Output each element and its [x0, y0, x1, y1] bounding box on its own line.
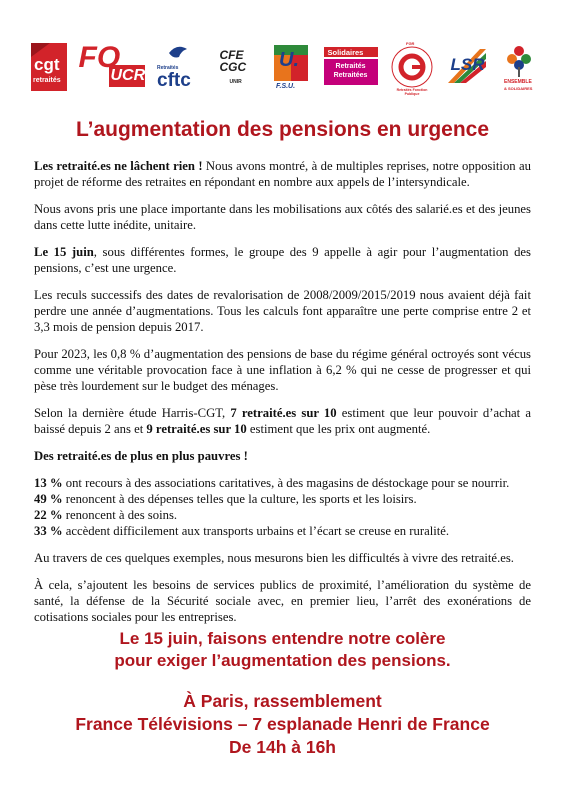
- list-item: [34, 508, 177, 522]
- paragraph-1-text: Nous avons montré, à de multiples reprises, notre opposition au projet de réforme des retraites en répondant en nombre aux appels de l’intersyndicale.: [34, 159, 531, 189]
- lsr-logo: [446, 39, 488, 95]
- fsu-logo: [270, 39, 312, 95]
- cgt-logo-sub: retraités: [33, 77, 61, 84]
- event-line-3: De 14h à 16h: [229, 737, 336, 757]
- list-item: [34, 492, 417, 506]
- stat-text: accèdent difficilement aux transports urbains et l’écart se creuse en ruralité.: [62, 524, 450, 538]
- fo-logo-sub: UCR: [110, 67, 146, 84]
- fgr-fp-logo: [389, 39, 435, 95]
- ensemble-solidaires-logo: [498, 39, 540, 95]
- ensemble-logo-main: ENSEMBLE: [504, 79, 532, 85]
- paragraph-2: Nous avons pris une place importante dans les mobilisations aux côtés des salarié.es et des jeunes dans cette lutte inédite, unitaire.: [34, 202, 531, 232]
- slogan-line-1: Le 15 juin, faisons entendre notre colère: [119, 629, 446, 648]
- paragraph-9: À cela, s’ajoutent les besoins de services publics de proximité, l’amélioration du système de santé, la défense de la Sécurité sociale avec, en premier lieu, l’arrêt des exonérations de cotisations sociales pour les entreprises.: [34, 578, 531, 624]
- fo-logo-main: FO: [78, 41, 121, 74]
- page-title: L’augmentation des pensions en urgence: [75, 118, 490, 141]
- solidaires-logo-sub: Retraités Retraitées: [333, 63, 368, 79]
- paragraph-5: Pour 2023, les 0,8 % d’augmentation des pensions de base du régime général octroyés sont vécus comme une véritable provocation face à une inflation à 6,2 % qui ne cesse de progresser et qui pèse très lourdement sur le budget des ménages.: [34, 347, 531, 393]
- paragraph-4: Les reculs successifs des dates de revalorisation de 2008/2009/2015/2019 nous avaient déjà fait perdre une année d’augmentations. Tous les calculs font apparaître une perte comprise entre 2 et 3,3 mois de pension depuis 2017.: [34, 288, 531, 334]
- paragraph-7: [34, 448, 531, 464]
- fgr-fp-logo-sub: Retraités Fonction Publique: [396, 88, 428, 96]
- paragraph-6-c: estiment que leur pouvoir d’achat a baissé depuis 2 ans et: [34, 406, 531, 436]
- fgr-fp-logo-shape: [389, 39, 435, 95]
- fgr-fp-logo-main: FGR: [406, 41, 415, 46]
- stat-percent: 13 %: [34, 476, 63, 490]
- solidaires-logo: [323, 39, 379, 95]
- cgt-logo-main: cgt: [34, 55, 60, 74]
- section-heading: Des retraité.es de plus en plus pauvres !: [34, 449, 248, 463]
- paragraph-3-text: , sous différentes formes, le groupe des 9 appelle à agir pour l’augmentation des pensions, c’est une urgence.: [34, 245, 531, 275]
- paragraph-6-d: 9 retraité.es sur 10: [146, 422, 247, 436]
- lsr-logo-main: LSR: [450, 55, 485, 74]
- paragraph-6-b: 7 retraité.es sur 10: [230, 406, 337, 420]
- solidaires-logo-main: Solidaires: [327, 48, 364, 57]
- paragraph-1-lead: Les retraité.es ne lâchent rien !: [34, 159, 203, 173]
- ensemble-logo-sub: & SOLIDAIRES: [504, 86, 533, 91]
- stat-percent: 33 %: [34, 524, 63, 538]
- paragraph-6-a: Selon la dernière étude Harris-CGT,: [34, 406, 231, 420]
- cfe-cgc-logo-sub: UNIR: [229, 79, 242, 85]
- event-details: [0, 690, 565, 759]
- event-line-2: France Télévisions – 7 esplanade Henri de France: [75, 714, 490, 734]
- slogan-line-2: pour exiger l’augmentation des pensions.: [114, 651, 451, 670]
- stat-percent: 49 %: [34, 492, 63, 506]
- slogan: [0, 628, 565, 672]
- fo-ucr-logo: [79, 39, 145, 95]
- cftc-logo-sub: Retraités: [157, 65, 179, 71]
- list-item: [34, 524, 449, 538]
- cfe-cgc-logo-main: CFE CGC: [219, 48, 247, 74]
- paragraph-1: [34, 158, 531, 190]
- cftc-logo: [155, 39, 209, 95]
- fsu-logo-sub: F.S.U.: [276, 83, 296, 90]
- stat-percent: 22 %: [34, 508, 63, 522]
- fsu-logo-main: U.: [279, 49, 299, 71]
- document-body: [34, 158, 531, 636]
- list-item: [34, 476, 509, 490]
- cftc-logo-main: cftc: [157, 70, 191, 91]
- stat-text: renoncent à des dépenses telles que la culture, les sports et les loisirs.: [62, 492, 417, 506]
- paragraph-3-lead: Le 15 juin: [34, 245, 94, 259]
- paragraph-6: [34, 405, 531, 437]
- paragraph-6-e: estiment que les prix ont augmenté.: [246, 422, 431, 436]
- stats-list: [34, 475, 531, 539]
- paragraph-3: [34, 244, 531, 276]
- paragraph-8: Au travers de ces quelques exemples, nous mesurons bien les difficultés à vivre des retraité.es.: [34, 551, 514, 565]
- cfe-cgc-logo: [220, 39, 260, 95]
- stat-text: ont recours à des associations caritatives, à des magasins de déstockage pour se nourrir.: [62, 476, 510, 490]
- stat-text: renoncent à des soins.: [62, 508, 178, 522]
- union-logos: [30, 34, 540, 100]
- cgt-logo: [30, 39, 68, 95]
- event-line-1: À Paris, rassemblement: [183, 691, 382, 711]
